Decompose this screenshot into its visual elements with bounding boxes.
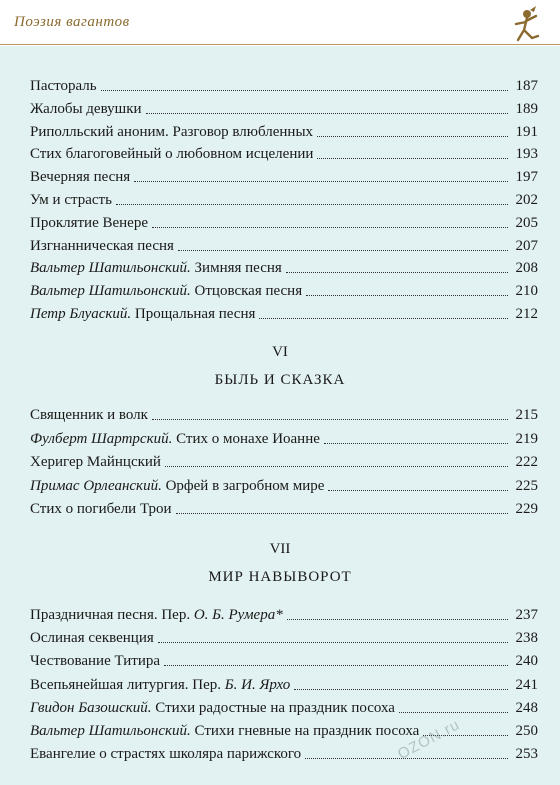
dot-leader [286,271,508,273]
entry-page-number: 207 [515,237,538,254]
watermark: OZON.ru [395,716,463,764]
running-title: Поэзия вагантов [14,14,130,30]
toc-entry [30,166,538,188]
entry-page-number: 210 [515,283,538,300]
entry-page-number: 202 [515,192,538,208]
dot-leader [328,489,508,491]
entry-title: Орфей в загробном мире [161,477,325,494]
entry-page-number: 191 [515,123,538,140]
entry-title: Отцовская песня [190,283,303,300]
dot-leader [324,442,508,444]
toc-entry [30,697,538,719]
toc-entry [30,604,538,626]
section-number-vi: VI [272,344,288,360]
toc-entry [30,257,538,279]
entry-page-number: 215 [515,407,538,423]
entry-page-number: 225 [515,477,538,494]
entry-page-number: 222 [515,454,538,470]
dot-leader [259,317,508,319]
dot-leader [158,641,508,643]
entry-title: Стих благоговейный о любовном исцелении [30,146,314,163]
toc-entry [30,143,538,165]
dot-leader [399,711,508,713]
entry-translator: Б. И. Ярхо [224,676,291,693]
entry-title: Проклятие Венере [30,214,149,231]
dot-leader [164,664,508,666]
dot-leader [178,249,508,251]
entry-title: Риполльский аноним. Разговор влюбленных [30,123,314,140]
entry-page-number: 240 [515,653,538,670]
toc-entry [30,475,538,497]
toc-entry [30,235,538,257]
entry-title: Всепьянейшая литургия. Пер. [30,676,225,693]
dot-leader [134,180,508,182]
entry-title: Праздничная песня. Пер. [30,607,194,623]
entry-page-number: 208 [515,260,538,277]
entry-title: Стих о монахе Иоанне [172,430,320,447]
toc-entry [30,404,538,426]
entry-page-number: 237 [515,607,538,623]
entry-title: Вечерняя песня [30,169,131,186]
section-title-vi: БЫЛЬ И СКАЗКА [214,372,346,388]
entry-author: Петр Блуаский. [30,306,132,322]
entry-page-number: 238 [515,630,538,647]
entry-author: Вальтер Шатильонский. [30,260,191,277]
toc-entry [30,650,538,672]
page-header [0,0,560,46]
toc-entry [30,303,538,325]
dot-leader [101,89,508,91]
toc-entry [30,280,538,302]
toc-entry [30,75,538,97]
entry-page-number: 193 [515,146,538,163]
entry-page-number: 187 [515,78,538,94]
entry-title: Зимняя песня [190,260,282,277]
dot-leader [176,512,508,514]
header-rule [0,44,560,45]
entry-page-number: 253 [515,746,538,763]
entry-author: Вальтер Шатильонский. [30,723,191,739]
dot-leader [317,157,508,159]
dot-leader [287,618,508,620]
entry-page-number: 241 [515,676,538,693]
entry-page-number: 248 [515,699,538,716]
entry-title: Священник и волк [30,407,148,423]
toc-entry [30,743,538,765]
dot-leader [146,112,508,114]
entry-title: Изгнанническая песня [30,237,174,254]
toc-entry [30,428,538,450]
entry-page-number: 197 [515,169,538,186]
entry-page-number: 212 [515,306,538,322]
dot-leader [152,226,508,228]
entry-page-number: 250 [515,723,538,739]
dot-leader [116,203,508,205]
toc-entry [30,674,538,696]
toc-entry [30,451,538,473]
toc-entry [30,498,538,520]
toc-entry [30,121,538,143]
entry-author: Примас Орлеанский. [30,477,162,494]
toc-entry [30,98,538,120]
entry-title: Прощальная песня [131,306,256,322]
entry-author: Гвидон Базошский. [30,699,152,716]
dot-leader [165,465,508,467]
entry-title: Чествование Титира [30,653,161,670]
section-title-vii: МИР НАВЫВОРОТ [208,569,352,585]
entry-author: Фулберт Шартрский. [30,430,173,447]
entry-page-number: 189 [515,100,538,117]
vagant-figure-icon [500,6,546,46]
entry-page-number: 229 [515,501,538,517]
dot-leader [152,418,508,420]
entry-title: Стихи гневные на праздник посоха [190,723,420,739]
entry-title: Стих о погибели Трои [30,501,172,517]
dot-leader [317,135,508,137]
entry-author: Вальтер Шатильонский. [30,283,191,300]
entry-translator: О. Б. Румера* [193,607,283,623]
entry-page-number: 205 [515,214,538,231]
entry-title: Ум и страсть [30,192,112,208]
toc-entry [30,189,538,211]
entry-page-number: 219 [515,430,538,447]
dot-leader [306,294,508,296]
toc-entry [30,627,538,649]
entry-title: Херигер Майнцский [30,454,161,470]
entry-title: Стихи радостные на праздник посоха [151,699,395,716]
entry-title: Пастораль [30,78,97,94]
dot-leader [294,688,508,690]
toc-entry [30,212,538,234]
section-number-vii: VII [269,541,291,557]
entry-title: Жалобы девушки [30,100,142,117]
entry-title: Ослиная секвенция [30,630,154,647]
entry-title: Евангелие о страстях школяра парижского [30,746,302,763]
